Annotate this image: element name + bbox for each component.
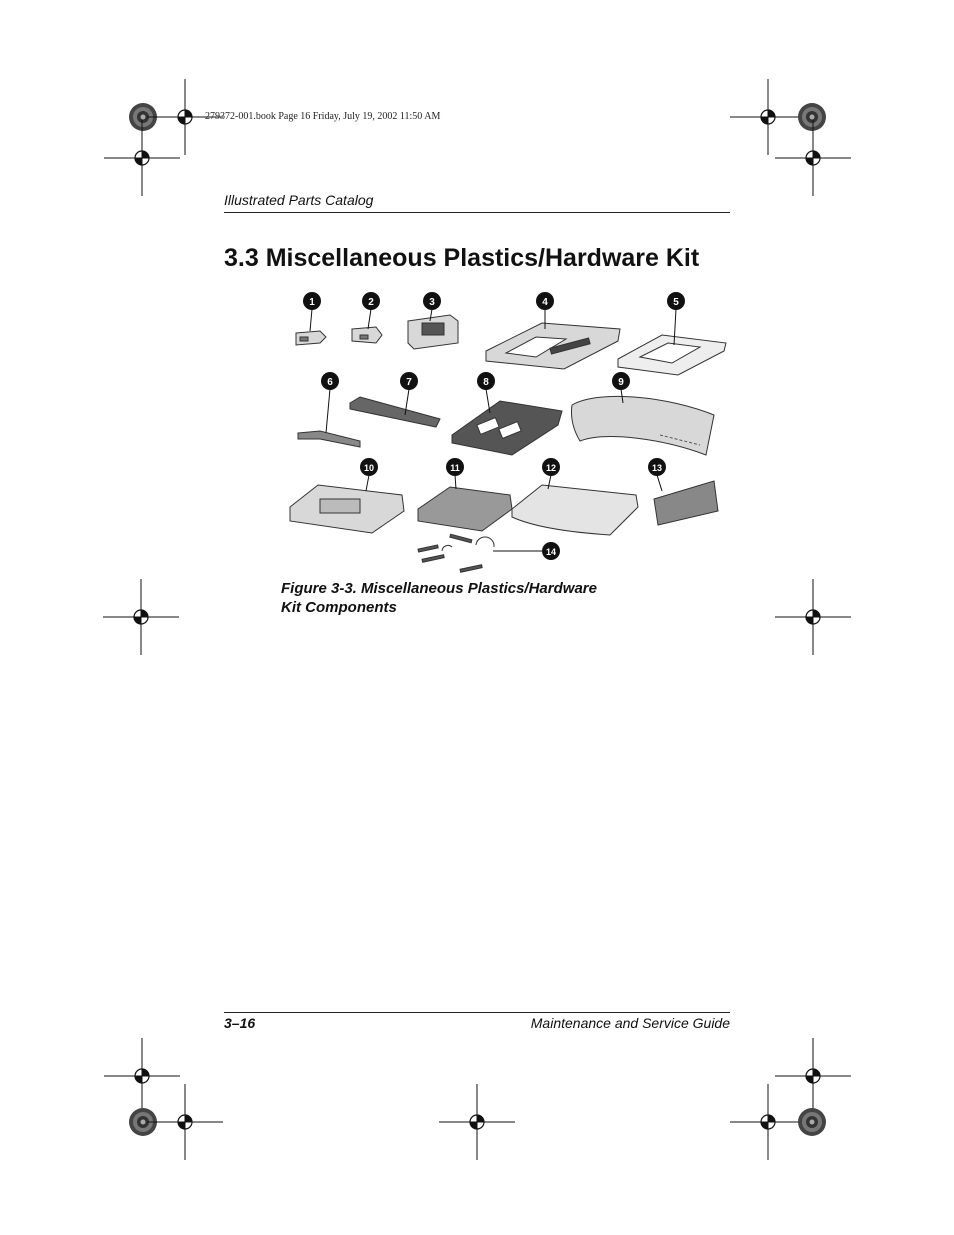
part-12-door <box>512 485 638 535</box>
callout-8 <box>477 372 495 390</box>
callout-1 <box>303 292 321 310</box>
parts-illustration <box>280 285 730 575</box>
svg-text:1: 1 <box>309 297 315 308</box>
part-7-strip <box>350 397 440 427</box>
page-number: 3–16 <box>224 1015 256 1031</box>
part-5-plate <box>618 335 726 375</box>
part-8-tray <box>452 401 562 455</box>
callout-10 <box>360 458 378 476</box>
figure-caption-line-1: Figure 3-3. Miscellaneous Plastics/Hardware <box>281 580 597 597</box>
part-11-door <box>418 487 512 531</box>
callout-13 <box>648 458 666 476</box>
callout-7 <box>400 372 418 390</box>
callout-2 <box>362 292 380 310</box>
svg-text:13: 13 <box>651 463 663 473</box>
callout-9 <box>612 372 630 390</box>
svg-text:5: 5 <box>673 297 679 308</box>
svg-text:6: 6 <box>327 377 333 388</box>
svg-text:7: 7 <box>406 377 412 388</box>
part-9-cover <box>571 396 714 455</box>
part-13-side-cover <box>654 481 718 525</box>
callout-4 <box>536 292 554 310</box>
running-header: Illustrated Parts Catalog <box>224 192 374 208</box>
callout-11 <box>446 458 464 476</box>
print-header: 279372-001.book Page 16 Friday, July 19, 2002 11:50 AM <box>205 111 441 122</box>
svg-text:12: 12 <box>545 463 557 473</box>
footer-title: Maintenance and Service Guide <box>530 1015 730 1031</box>
figure-caption <box>281 579 597 617</box>
callout-12 <box>542 458 560 476</box>
svg-text:4: 4 <box>542 297 548 308</box>
figure-caption-line-2: Kit Components <box>281 599 397 616</box>
part-1-hinge-cover <box>296 331 326 345</box>
svg-text:11: 11 <box>450 463 460 473</box>
part-2-hinge-cover <box>352 327 382 343</box>
part-4-frame <box>486 323 620 369</box>
callout-6 <box>321 372 339 390</box>
footer-rule <box>224 1012 730 1013</box>
part-6-rail <box>298 431 360 447</box>
callout-5 <box>667 292 685 310</box>
svg-text:3: 3 <box>429 297 435 308</box>
part-14-hardware-pieces <box>418 534 494 572</box>
svg-text:8: 8 <box>483 377 489 388</box>
svg-text:14: 14 <box>545 547 557 557</box>
svg-text:9: 9 <box>618 377 624 388</box>
section-title: 3.3 Miscellaneous Plastics/Hardware Kit <box>224 244 700 272</box>
part-10-drive-bracket <box>290 485 404 533</box>
callout-14 <box>542 542 560 560</box>
svg-text:10: 10 <box>363 463 375 473</box>
header-rule <box>224 212 730 213</box>
callout-3 <box>423 292 441 310</box>
svg-text:2: 2 <box>368 297 374 308</box>
part-3-bracket <box>408 315 458 349</box>
